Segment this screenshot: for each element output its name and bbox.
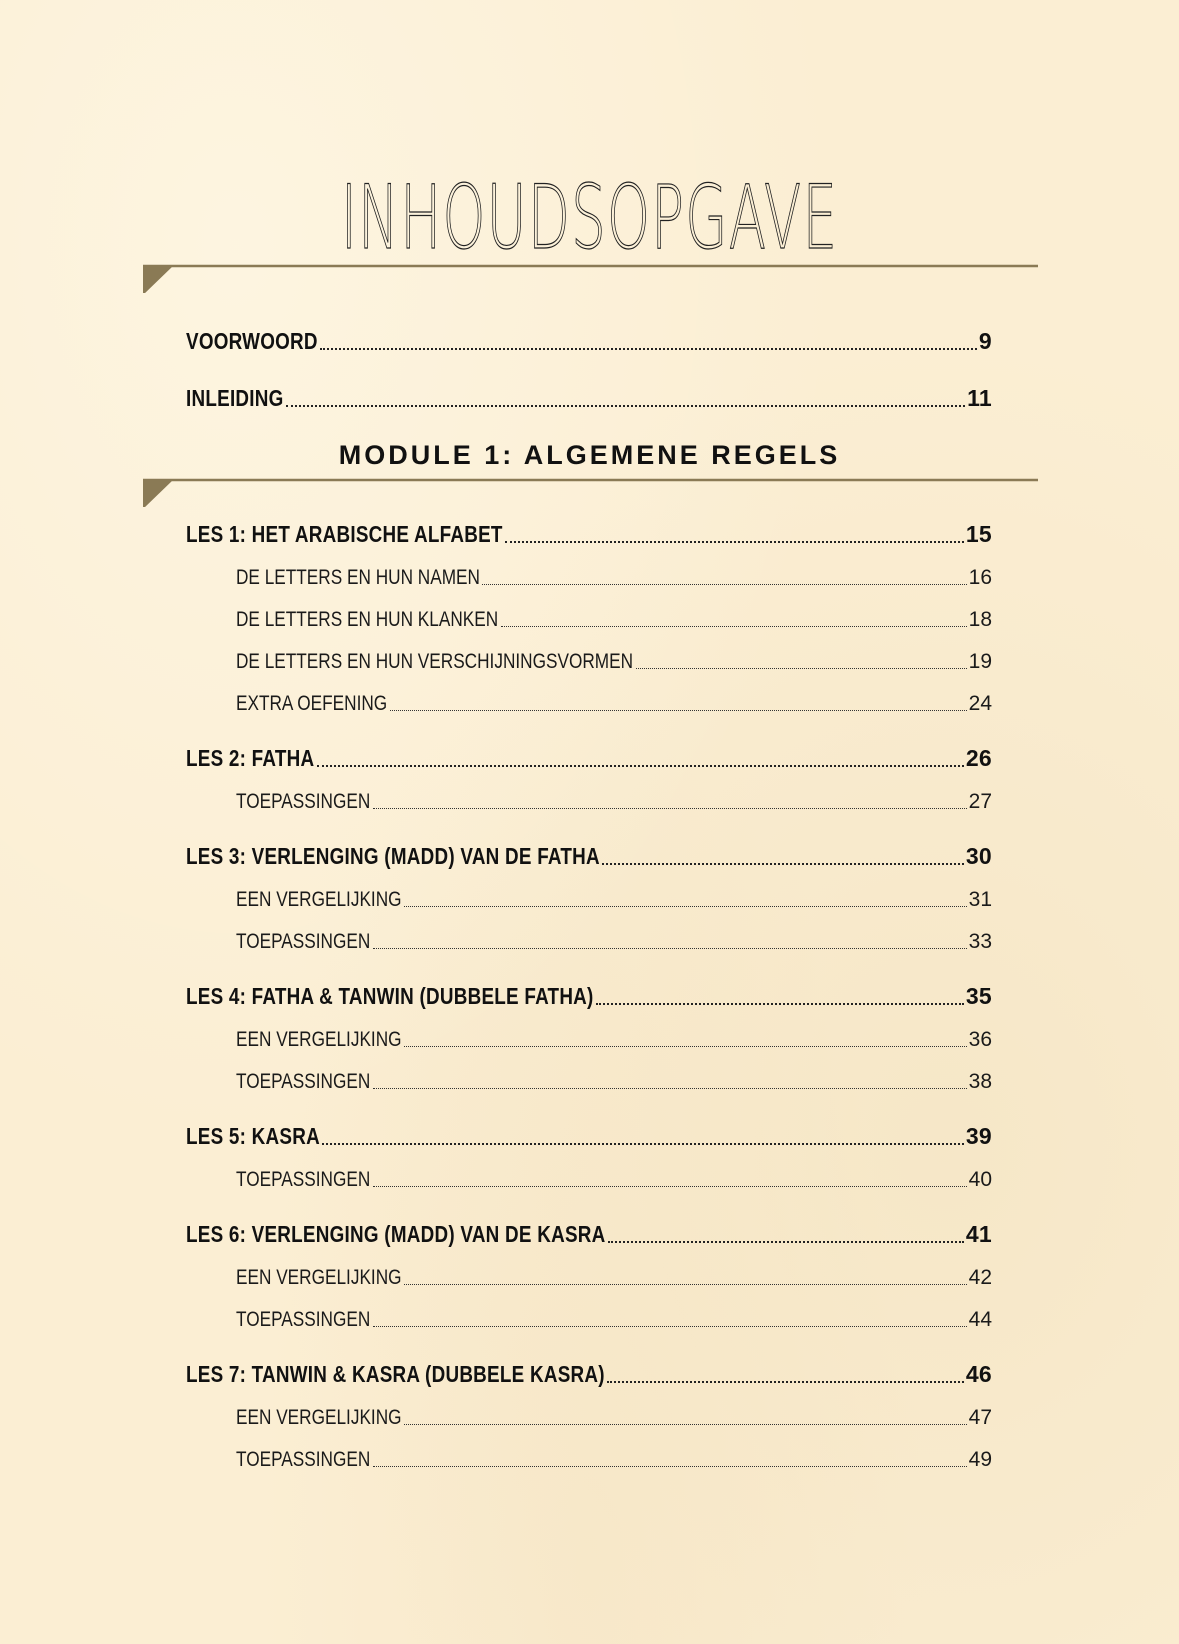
entry-page: 47 <box>968 1406 992 1429</box>
dot-leader <box>322 1143 964 1145</box>
entry-page: 9 <box>978 328 992 354</box>
entry-page: 11 <box>967 385 992 411</box>
toc-subentry[interactable] <box>236 566 992 590</box>
page-title: INHOUDSOPGAVE <box>340 166 839 269</box>
entry-label: EEN VERGELIJKING <box>236 1028 402 1051</box>
entry-label: EXTRA OEFENING <box>236 692 388 715</box>
entry-label: LES 6: VERLENGING (MADD) VAN DE KASRA <box>186 1221 606 1247</box>
dot-leader <box>317 765 964 767</box>
entry-label: TOEPASSINGEN <box>236 1308 371 1331</box>
module-heading: MODULE 1: ALGEMENE REGELS <box>338 440 841 470</box>
entry-page: 40 <box>968 1168 992 1191</box>
entry-label: TOEPASSINGEN <box>236 1070 371 1093</box>
toc-lesson-entry[interactable] <box>186 745 992 772</box>
toc-subentry[interactable] <box>236 1308 992 1332</box>
entry-label: TOEPASSINGEN <box>236 1448 371 1471</box>
toc-subentry[interactable] <box>236 1028 992 1052</box>
entry-label: LES 5: KASRA <box>186 1123 320 1149</box>
toc-subentry[interactable] <box>236 1070 992 1094</box>
entry-page: 38 <box>968 1070 992 1093</box>
dot-leader <box>404 906 967 907</box>
dot-leader <box>373 1186 967 1187</box>
toc-subentry[interactable] <box>236 692 992 716</box>
toc-subentry[interactable] <box>236 608 992 632</box>
entry-label: LES 4: FATHA & TANWIN (DUBBELE FATHA) <box>186 983 594 1009</box>
entry-page: 49 <box>968 1448 992 1471</box>
dot-leader <box>505 541 964 543</box>
toc-entry-inleiding[interactable] <box>186 385 992 412</box>
dot-leader <box>373 1088 967 1089</box>
dot-leader <box>404 1284 967 1285</box>
entry-label: VOORWOORD <box>186 328 318 354</box>
entry-page: 15 <box>965 521 992 547</box>
toc-subentry[interactable] <box>236 1266 992 1290</box>
entry-label: EEN VERGELIJKING <box>236 888 402 911</box>
dot-leader <box>320 348 977 350</box>
toc-entry-voorwoord[interactable] <box>186 328 992 355</box>
entry-page: 46 <box>965 1361 992 1387</box>
entry-page: 39 <box>965 1123 992 1149</box>
entry-page: 19 <box>968 650 992 673</box>
entry-page: 18 <box>968 608 992 631</box>
entry-page: 36 <box>968 1028 992 1051</box>
toc-lesson-entry[interactable] <box>186 843 992 870</box>
entry-label: LES 7: TANWIN & KASRA (DUBBELE KASRA) <box>186 1361 605 1387</box>
toc-subentry[interactable] <box>236 1168 992 1192</box>
entry-label: INLEIDING <box>186 385 284 411</box>
entry-page: 44 <box>968 1308 992 1331</box>
entry-page: 31 <box>968 888 992 911</box>
entry-label: DE LETTERS EN HUN NAMEN <box>236 566 480 589</box>
entry-page: 27 <box>968 790 992 813</box>
dot-leader <box>404 1046 967 1047</box>
dot-leader <box>373 1326 967 1327</box>
toc-lesson-entry[interactable] <box>186 983 992 1010</box>
entry-label: LES 1: HET ARABISCHE ALFABET <box>186 521 503 547</box>
module-divider <box>143 477 1038 507</box>
dot-leader <box>373 948 967 949</box>
entry-label: TOEPASSINGEN <box>236 790 371 813</box>
toc-subentry[interactable] <box>236 1406 992 1430</box>
toc-subentry[interactable] <box>236 888 992 912</box>
toc-lesson-entry[interactable] <box>186 1123 992 1150</box>
toc-subentry[interactable] <box>236 650 992 674</box>
toc-subentry[interactable] <box>236 1448 992 1472</box>
dot-leader <box>636 668 967 669</box>
entry-page: 33 <box>968 930 992 953</box>
entry-page: 42 <box>968 1266 992 1289</box>
dot-leader <box>602 863 964 865</box>
entry-label: LES 2: FATHA <box>186 745 315 771</box>
toc-subentry[interactable] <box>236 930 992 954</box>
dot-leader <box>501 626 967 627</box>
entry-page: 41 <box>965 1221 992 1247</box>
entry-label: DE LETTERS EN HUN VERSCHIJNINGSVORMEN <box>236 650 634 673</box>
entry-page: 35 <box>965 983 992 1009</box>
dot-leader <box>482 584 967 585</box>
dot-leader <box>390 710 967 711</box>
dot-leader <box>608 1241 964 1243</box>
entry-page: 16 <box>968 566 992 589</box>
entry-label: EEN VERGELIJKING <box>236 1266 402 1289</box>
entry-page: 30 <box>965 843 992 869</box>
entry-label: DE LETTERS EN HUN KLANKEN <box>236 608 499 631</box>
dot-leader <box>373 1466 967 1467</box>
entry-page: 24 <box>968 692 992 715</box>
dot-leader <box>373 808 967 809</box>
entry-label: TOEPASSINGEN <box>236 1168 371 1191</box>
dot-leader <box>607 1381 964 1383</box>
dot-leader <box>286 405 965 407</box>
entry-page: 26 <box>965 745 992 771</box>
dot-leader <box>596 1003 964 1005</box>
entry-label: TOEPASSINGEN <box>236 930 371 953</box>
toc-lesson-entry[interactable] <box>186 1361 992 1388</box>
toc-subentry[interactable] <box>236 790 992 814</box>
dot-leader <box>404 1424 967 1425</box>
toc-lesson-entry[interactable] <box>186 521 992 548</box>
toc-lesson-entry[interactable] <box>186 1221 992 1248</box>
title-divider <box>143 263 1038 293</box>
entry-label: LES 3: VERLENGING (MADD) VAN DE FATHA <box>186 843 600 869</box>
entry-label: EEN VERGELIJKING <box>236 1406 402 1429</box>
